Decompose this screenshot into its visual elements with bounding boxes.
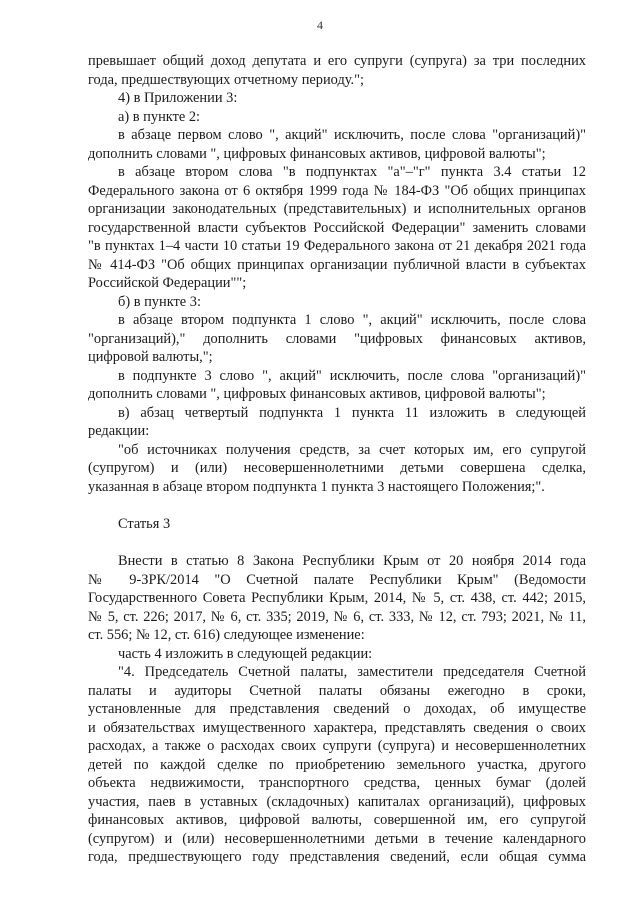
text-line: расходах, а также о расходах своих супруги (супруга) и несовершеннолетних bbox=[88, 738, 586, 754]
text-line: года, предшествующих отчетному периоду."; bbox=[88, 72, 365, 88]
text-line: в подпункте 3 слово ", акций" исключить, после слова "организаций)" bbox=[118, 368, 586, 384]
text-line: указанная в абзаце втором подпункта 1 пункта 3 настоящего Положения;". bbox=[88, 479, 545, 495]
text-line: Российской Федерации""; bbox=[88, 275, 247, 291]
text-line: "в пунктах 1–4 части 10 статьи 19 Федерального закона от 21 декабря 2021 года bbox=[88, 238, 586, 254]
text-line: в) абзац четвертый подпункта 1 пункта 11 изложить в следующей bbox=[118, 405, 586, 421]
text-line: объекта недвижимости, транспортного средства, ценных бумаг (долей bbox=[88, 775, 586, 791]
text-line: "4. Председатель Счетной палаты, заместители председателя Счетной bbox=[118, 664, 586, 680]
text-line: (супругом) и (или) несовершеннолетними детьми совершена сделка, bbox=[88, 460, 586, 476]
page-number: 4 bbox=[317, 18, 323, 32]
text-line: (супругом) и (или) несовершеннолетними детьми в течение календарного bbox=[88, 831, 586, 847]
text-line: б) в пункте 3: bbox=[118, 294, 201, 310]
text-line: 4) в Приложении 3: bbox=[118, 90, 238, 106]
text-line: ст. 556; № 12, ст. 616) следующее изменение: bbox=[88, 627, 365, 643]
text-line: детей по каждой сделке по приобретению земельного участка, другого bbox=[88, 757, 586, 773]
text-line: цифровой валюты,"; bbox=[88, 349, 213, 365]
text-line: государственной власти субъектов Российской Федерации" заменить словами bbox=[88, 220, 586, 236]
text-line: организации законодательных (представительных) и исполнительных органов bbox=[88, 201, 586, 217]
text-line: № 5, ст. 226; 2017, № 6, ст. 335; 2019, № 6, ст. 333, № 12, ст. 793; 2021, № 11, bbox=[88, 609, 586, 625]
text-line: и обязательствах имущественного характера, представлять сведения о своих bbox=[88, 720, 586, 736]
text-line: палаты и аудиторы Счетной палаты обязаны ежегодно в сроки, bbox=[88, 683, 586, 699]
text-line: № 9-ЗРК/2014 "О Счетной палате Республики Крым" (Ведомости bbox=[88, 572, 586, 588]
text-line: Статья 3 bbox=[118, 516, 171, 532]
text-line: участия, паев в уставных (складочных) капиталах организаций), цифровых bbox=[88, 794, 586, 810]
text-line: Государственного Совета Республики Крым, 2014, № 5, ст. 438, ст. 442; 2015, bbox=[88, 590, 586, 606]
text-line: дополнить словами ", цифровых финансовых активов, цифровой валюты"; bbox=[88, 386, 546, 402]
text-line: Федерального закона от 6 октября 1999 года № 184-ФЗ "Об общих принципах bbox=[88, 183, 586, 199]
text-line: часть 4 изложить в следующей редакции: bbox=[118, 646, 373, 662]
text-line: № 414-ФЗ "Об общих принципах организации публичной власти в субъектах bbox=[88, 257, 586, 273]
text-line: а) в пункте 2: bbox=[118, 109, 201, 125]
text-line: в абзаце первом слово ", акций" исключить, после слова "организаций)" bbox=[118, 127, 586, 143]
text-line: дополнить словами ", цифровых финансовых активов, цифровой валюты"; bbox=[88, 146, 546, 162]
text-line: года, предшествующего году представления сведений, если общая сумма bbox=[88, 849, 586, 865]
text-line: превышает общий доход депутата и его супруги (супруга) за три последних bbox=[88, 53, 586, 69]
text-line: финансовых активов, цифровой валюты, совершенной им, его супругой bbox=[88, 812, 586, 828]
text-line: в абзаце втором слова "в подпунктах "а"–"г" пункта 3.4 статьи 12 bbox=[118, 164, 586, 180]
text-line: Внести в статью 8 Закона Республики Крым от 20 ноября 2014 года bbox=[118, 553, 586, 569]
text-line: установленные для представления сведений о доходах, об имуществе bbox=[88, 701, 586, 717]
text-line: редакции: bbox=[88, 423, 150, 439]
text-line: "организаций)," дополнить словами "цифровых финансовых активов, bbox=[88, 331, 586, 347]
text-line: в абзаце втором подпункта 1 слово ", акций" исключить, после слова bbox=[118, 312, 586, 328]
text-line: "об источниках получения средств, за счет которых им, его супругой bbox=[118, 442, 586, 458]
